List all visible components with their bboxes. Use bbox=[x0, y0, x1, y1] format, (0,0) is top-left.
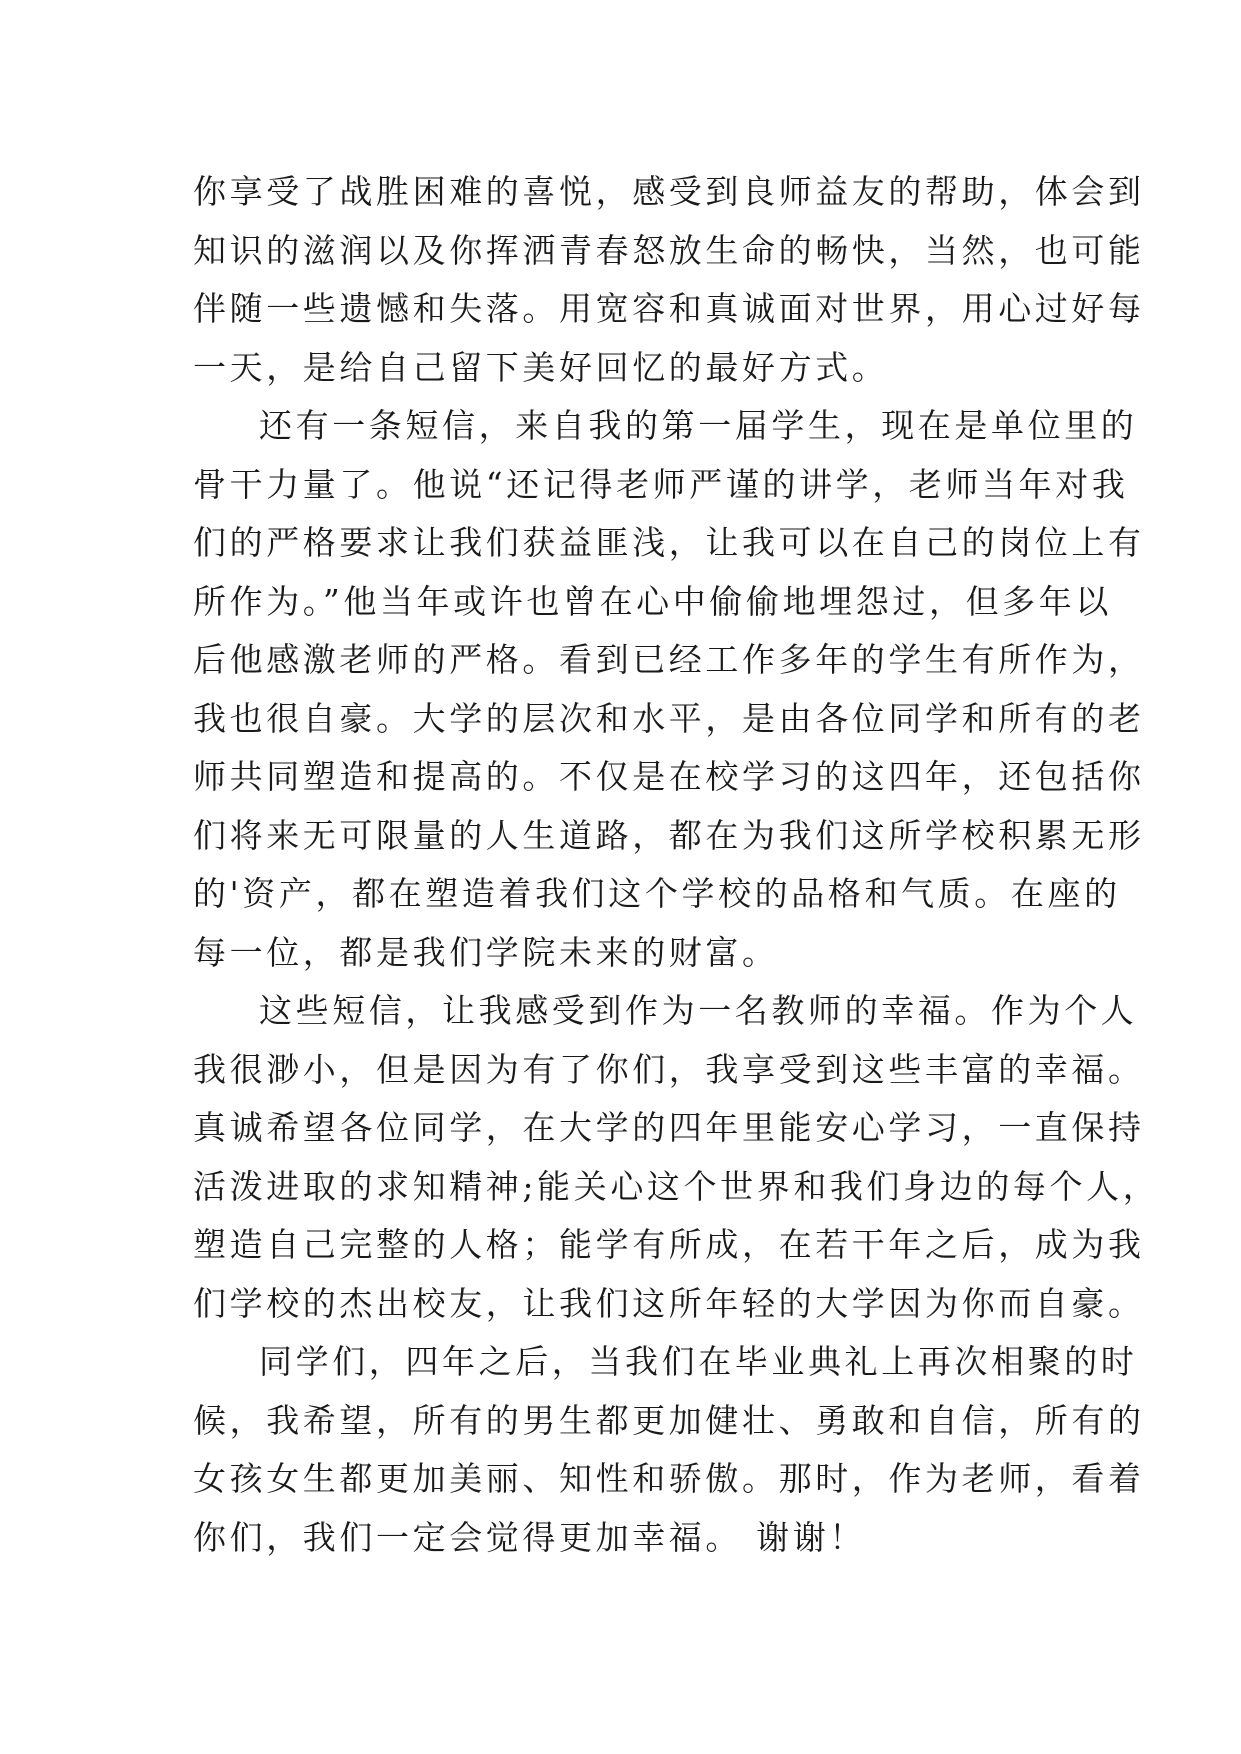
text-line: 一天，是给自己留下美好回忆的最好方式。 bbox=[193, 347, 889, 387]
text-line: 骨干力量了。他说“还记得老师严谨的讲学，老师当年对我 bbox=[193, 464, 1129, 504]
text-line: 师共同塑造和提高的。不仅是在校学习的这四年，还包括你 bbox=[193, 757, 1145, 796]
text-line: 候，我希望，所有的男生都更加健壮、勇敢和自信，所有的 bbox=[193, 1400, 1145, 1440]
text-line: 每一位，都是我们学院未来的财富。 bbox=[193, 932, 779, 972]
text-line: 后他感激老师的严格。看到已经工作多年的学生有所作为， bbox=[193, 640, 1145, 679]
text-line: 塑造自己完整的人格；能学有所成，在若干年之后，成为我 bbox=[193, 1225, 1145, 1264]
text-line: 活泼进取的求知精神;能关心这个世界和我们身边的每个人， bbox=[193, 1166, 1160, 1206]
text-line: 们的严格要求让我们获益匪浅，让我可以在自己的岗位上有 bbox=[193, 523, 1145, 562]
text-line: 的'资产，都在塑造着我们这个学校的品格和气质。在座的 bbox=[193, 874, 1121, 913]
text-line: 我也很自豪。大学的层次和水平，是由各位同学和所有的老 bbox=[193, 698, 1145, 738]
text-line: 我很渺小，但是因为有了你们，我享受到这些丰富的幸福。 bbox=[193, 1049, 1145, 1089]
paragraph-first-line: 这些短信，让我感受到作为一名教师的幸福。作为个人 bbox=[259, 991, 1138, 1030]
text-line: 你们，我们一定会觉得更加幸福。 谢谢！ bbox=[193, 1517, 866, 1557]
text-line: 女孩女生都更加美丽、知性和骄傲。那时，作为老师，看着 bbox=[193, 1459, 1145, 1498]
text-line: 们将来无可限量的人生道路，都在为我们这所学校积累无形 bbox=[193, 815, 1145, 855]
text-line: 所作为。”他当年或许也曾在心中偷偷地埋怨过，但多年以 bbox=[193, 581, 1112, 621]
text-line: 知识的滋润以及你挥洒青春怒放生命的畅快，当然，也可能 bbox=[193, 230, 1145, 270]
text-line: 你享受了战胜困难的喜悦，感受到良师益友的帮助，体会到 bbox=[193, 172, 1145, 211]
text-line: 们学校的杰出校友，让我们这所年轻的大学因为你而自豪。 bbox=[193, 1283, 1145, 1323]
paragraph-first-line: 还有一条短信，来自我的第一届学生，现在是单位里的 bbox=[259, 406, 1138, 445]
paragraph-first-line: 同学们，四年之后，当我们在毕业典礼上再次相聚的时 bbox=[259, 1342, 1138, 1381]
text-line: 真诚希望各位同学，在大学的四年里能安心学习，一直保持 bbox=[193, 1108, 1145, 1147]
document-body bbox=[193, 163, 1160, 1567]
text-line: 伴随一些遗憾和失落。用宽容和真诚面对世界，用心过好每 bbox=[193, 289, 1145, 328]
